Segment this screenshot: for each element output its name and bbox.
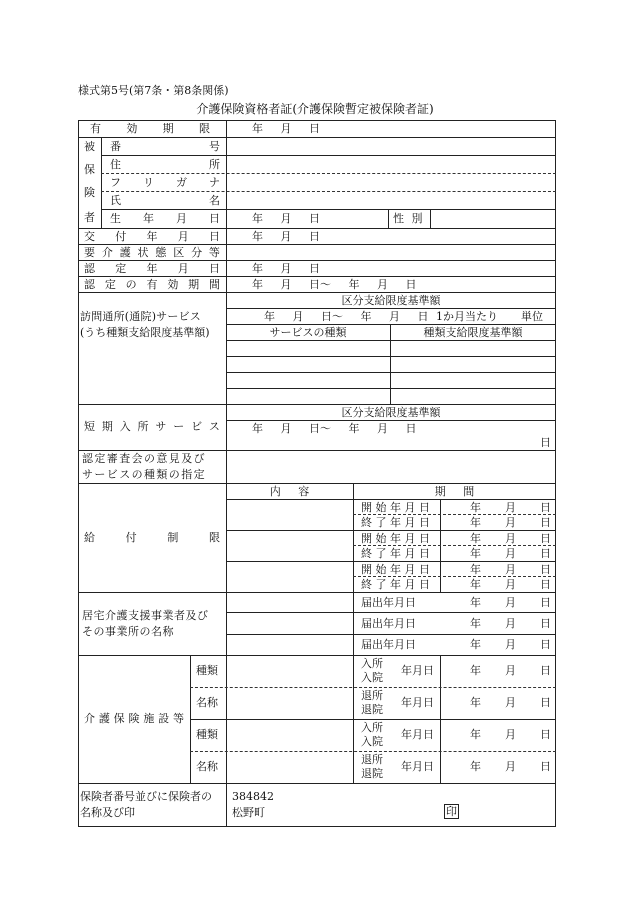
care-notify-label-2: 届出年月日: [361, 617, 416, 630]
facility-admit-bottom-1: 入院: [361, 671, 383, 684]
care-notify-label-3: 届出年月日: [361, 638, 416, 651]
facility-admit-top-1: 入所: [361, 657, 383, 670]
insured-furigana-label: フ リ ガ ナ: [110, 176, 220, 189]
short-stay-limit-header: 区分支給限度基準額: [341, 406, 441, 419]
cert-date-value: 年 月 日: [252, 262, 320, 275]
insured-number-label: 番 号: [110, 140, 220, 153]
visit-per-month: 1か月当たり: [436, 310, 498, 323]
insured-char-2: 保: [84, 163, 95, 176]
insured-name-label: 氏 名: [110, 194, 220, 207]
issue-date-value: 年 月 日: [252, 230, 320, 243]
facility-leave-bottom-1: 退院: [361, 703, 383, 716]
insured-dob-value: 年 月 日: [252, 212, 320, 225]
visit-service-sublabel: (うち種類支給限度基準額): [80, 326, 210, 339]
short-stay-label: 短 期 入 所 サ ー ビ ス: [84, 420, 220, 433]
facility-admit-top-2: 入所: [361, 721, 383, 734]
type-limit-header: 種類支給限度基準額: [423, 326, 523, 339]
benefit-start-label-2: 開 始 年 月 日: [361, 532, 430, 545]
insurer-name: 松野町: [232, 806, 265, 819]
facility-leave-bottom-2: 退院: [361, 767, 383, 780]
facility-name-label-1: 名称: [196, 696, 218, 709]
visit-period: 年 月 日～ 年 月 日: [264, 310, 429, 323]
insured-char-4: 者: [84, 211, 95, 224]
validity-label: 有 効 期 限: [90, 122, 210, 135]
facility-date-label-4: 年月日: [401, 760, 434, 773]
insurer-number: 384842: [232, 790, 274, 803]
facility-leave-top-1: 退所: [361, 689, 383, 702]
insured-char-1: 被: [84, 140, 95, 153]
benefit-content-header: 内 容: [269, 485, 310, 498]
care-level-label: 要 介 護 状 態 区 分 等: [84, 246, 220, 259]
opinion-label-2: サービスの種類の指定: [82, 468, 206, 481]
facility-date-label-2: 年月日: [401, 696, 434, 709]
facility-kind-label-2: 種類: [196, 728, 218, 741]
short-stay-period: 年 月 日～ 年 月 日: [252, 422, 417, 435]
care-notify-label-1: 届出年月日: [361, 596, 416, 609]
visit-unit: 単位: [521, 310, 543, 323]
facility-date-label-3: 年月日: [401, 728, 434, 741]
seal-stamp: 印: [446, 805, 457, 818]
facility-name-label-2: 名称: [196, 760, 218, 773]
cert-period-label: 認 定 の 有 効 期 間: [84, 278, 220, 291]
care-support-label-2: その事業所の名称: [82, 625, 174, 638]
cert-date-label: 認 定 年 月 日: [84, 262, 220, 275]
facility-leave-top-2: 退所: [361, 753, 383, 766]
care-support-label-1: 居宅介護支援事業者及び: [82, 609, 209, 622]
benefit-period-header: 期 間: [434, 485, 475, 498]
benefit-end-label-1: 終 了 年 月 日: [361, 516, 430, 529]
benefit-start-label-1: 開 始 年 月 日: [361, 501, 430, 514]
visit-service-label: 訪問通所(通院)サービス: [80, 310, 201, 323]
issue-date-label: 交 付 年 月 日: [84, 230, 220, 243]
page-title: 介護保険資格者証(介護保険暫定被保険者証): [196, 102, 434, 116]
benefit-end-label-3: 終 了 年 月 日: [361, 578, 430, 591]
insurer-label-1: 保険者番号並びに保険者の: [80, 790, 212, 803]
benefit-limit-label: 給 付 制 限: [84, 531, 220, 544]
short-stay-day: 日: [540, 436, 551, 449]
facility-date-label-1: 年月日: [401, 664, 434, 677]
facility-kind-label-1: 種類: [196, 664, 218, 677]
cert-period-value: 年 月 日～ 年 月 日: [252, 278, 417, 291]
benefit-end-label-2: 終 了 年 月 日: [361, 547, 430, 560]
benefit-start-label-3: 開 始 年 月 日: [361, 563, 430, 576]
facility-label: 介 護 保 険 施 設 等: [84, 712, 184, 725]
form-reference: 様式第5号(第7条・第8条関係): [78, 84, 229, 97]
insurer-label-2: 名称及び印: [80, 806, 135, 819]
service-type-header: サービスの種類: [269, 326, 347, 339]
opinion-label-1: 認定審査会の意見及び: [82, 452, 206, 465]
facility-admit-bottom-2: 入院: [361, 735, 383, 748]
visit-limit-header: 区分支給限度基準額: [341, 294, 441, 307]
validity-value: 年 月 日: [252, 122, 320, 135]
insured-dob-label: 生 年 月 日: [110, 212, 220, 225]
insured-char-3: 険: [84, 186, 95, 199]
insured-address-label: 住 所: [110, 158, 220, 171]
insured-sex-label: 性 別: [393, 212, 423, 225]
